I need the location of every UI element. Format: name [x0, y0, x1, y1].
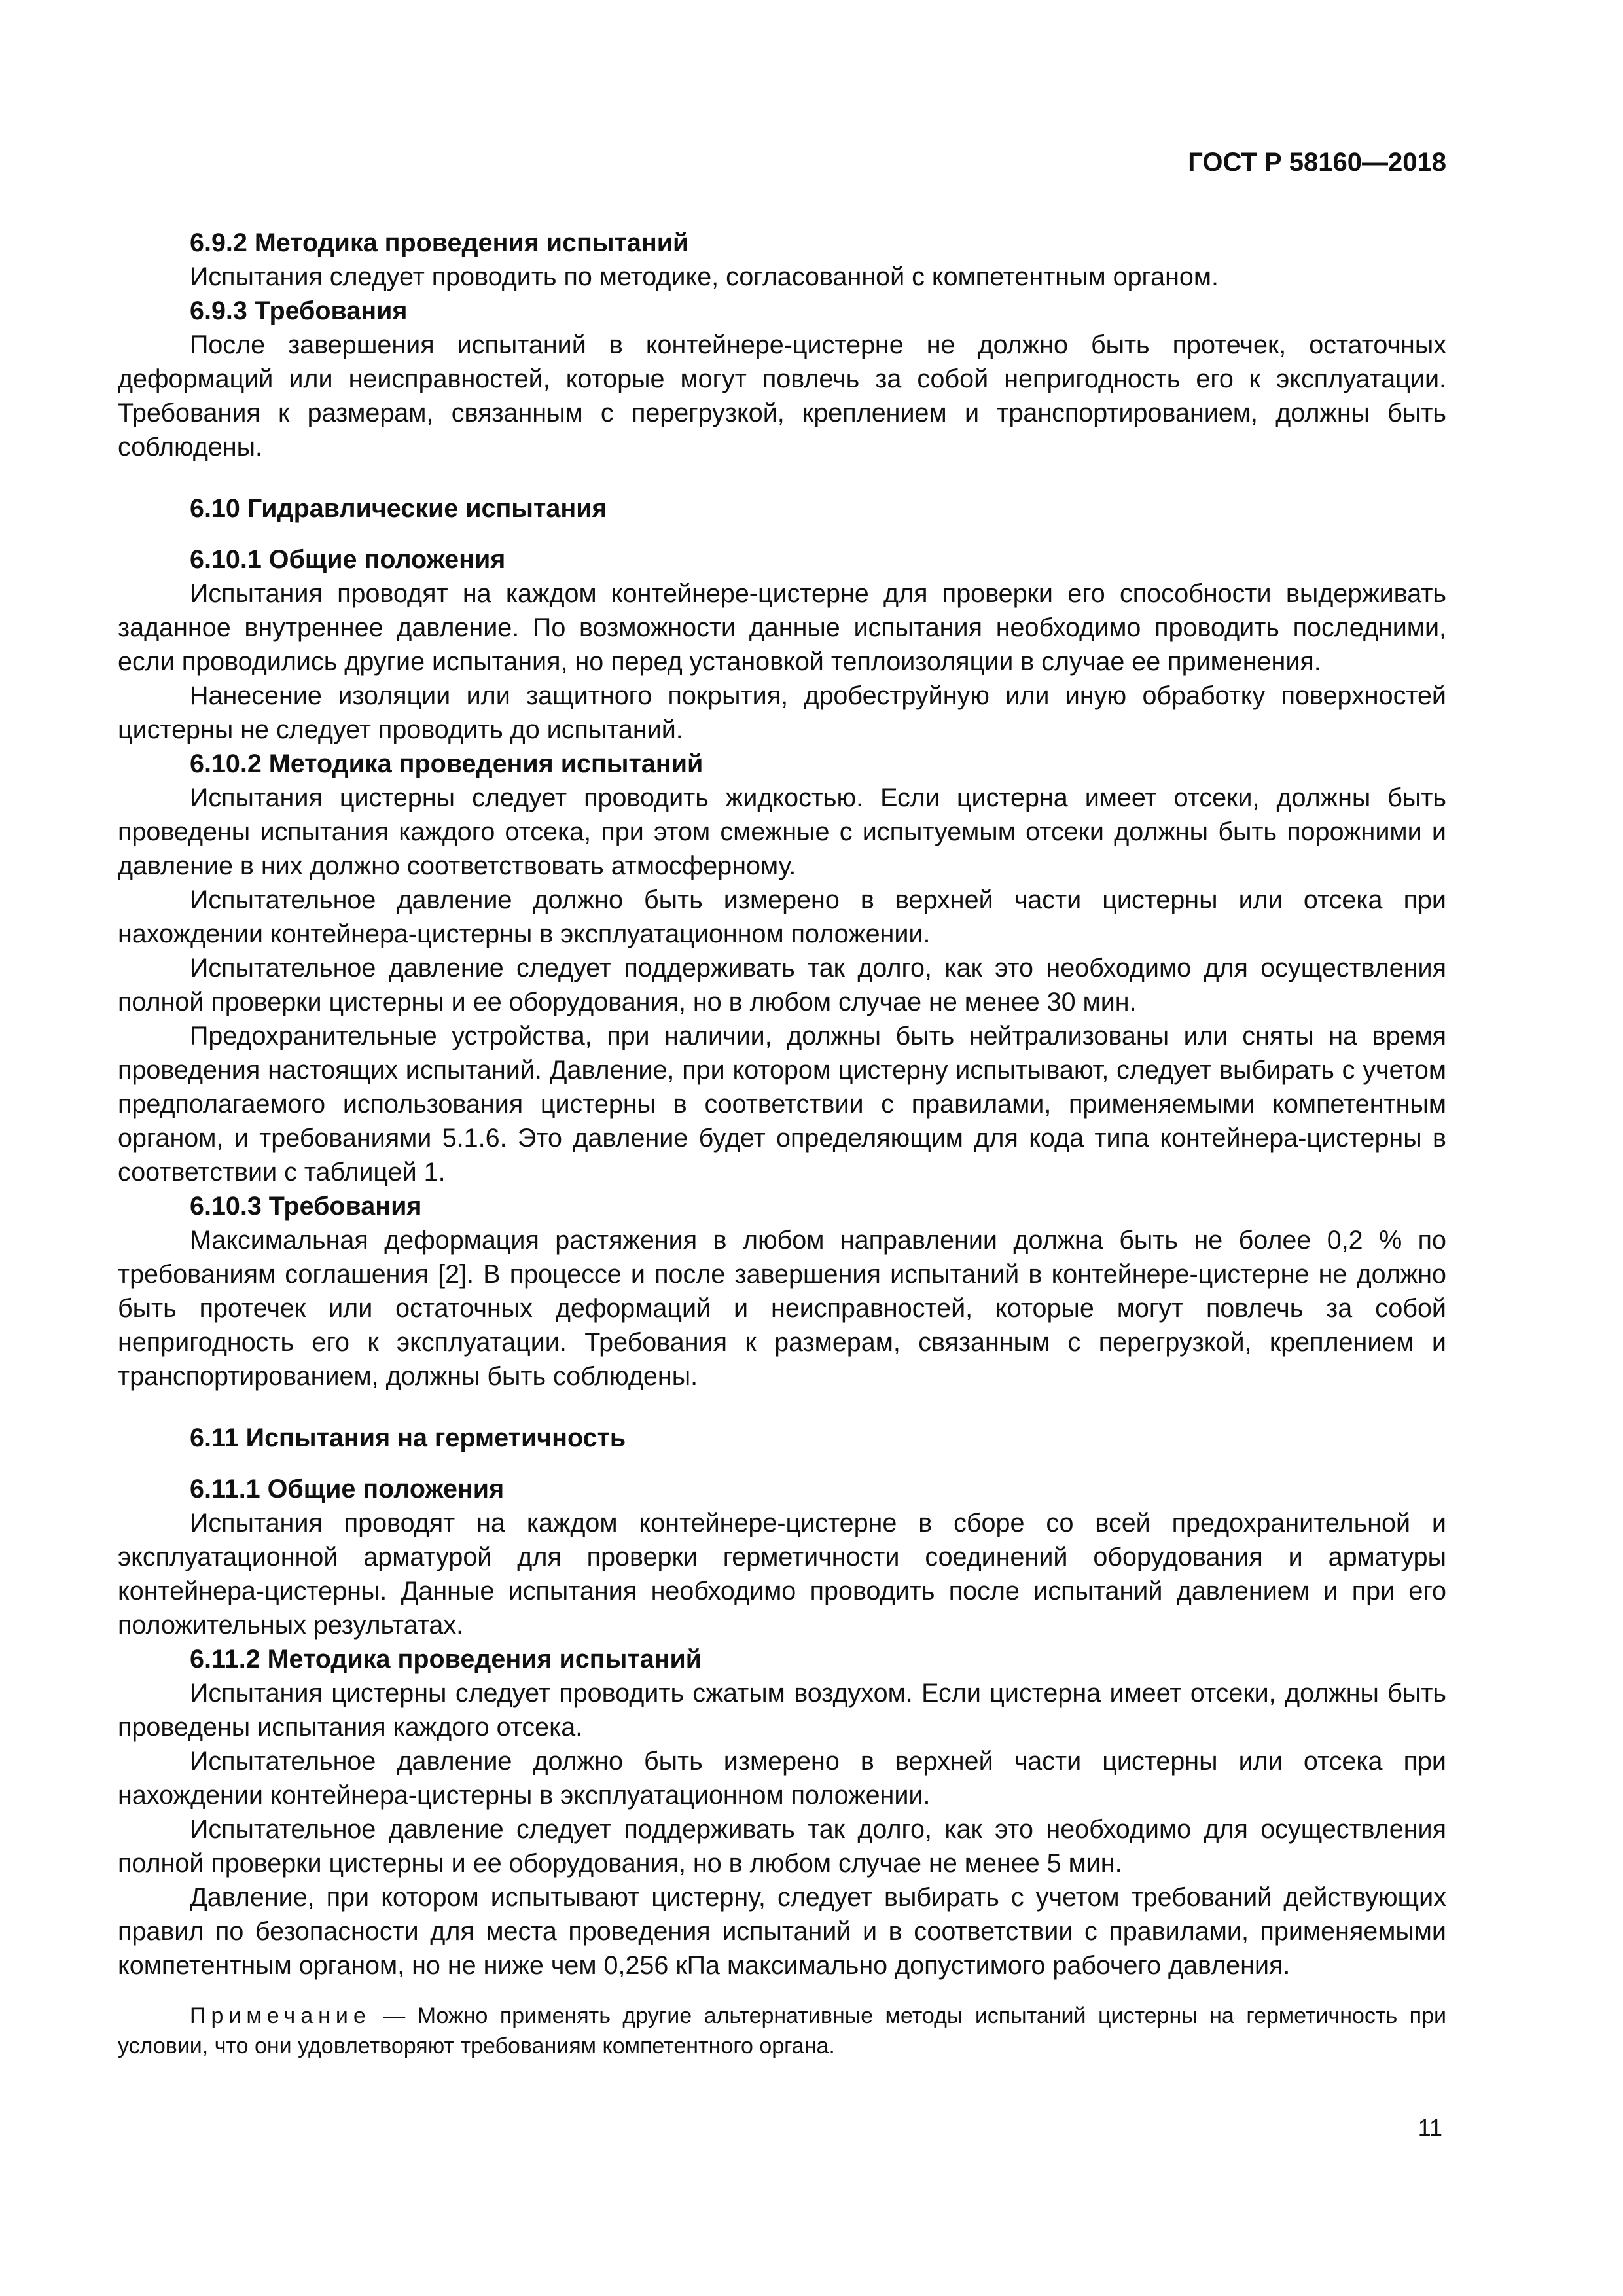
subsection-heading-6-11-2: 6.11.2 Методика проведения испытаний: [190, 1645, 702, 1674]
paragraph: Нанесение изоляции или защитного покрытия, дробеструйную или иную обработку поверхностей цистерны не следует проводить до испытаний.: [118, 681, 1446, 744]
paragraph: Испытания проводят на каждом контейнере-цистерне для проверки его способности выдерживать заданное внутреннее давление. По возможности данные испытания необходимо проводить последними, если проводились другие испытания, но перед установкой теплоизоляции в случае ее применения.: [118, 579, 1446, 676]
subsection-heading-6-9-2: 6.9.2 Методика проведения испытаний: [190, 228, 689, 257]
subsection-heading-6-10-1: 6.10.1 Общие положения: [190, 545, 506, 574]
paragraph: Давление, при котором испытывают цистерну, следует выбирать с учетом требований действующих правил по безопасности для места проведения испытаний и в соответствии с правилами, применяемыми компетентным органом, но не ниже чем 0,256 кПа максимально допустимого рабочего давления.: [118, 1883, 1446, 1980]
paragraph: Испытательное давление следует поддерживать так долго, как это необходимо для осуществления полной проверки цистерны и ее оборудования, но в любом случае не менее 5 мин.: [118, 1815, 1446, 1878]
paragraph: Испытания цистерны следует проводить жидкостью. Если цистерна имеет отсеки, должны быть проведены испытания каждого отсека, при этом смежные с испытуемым отсеки должны быть порожними и давление в них должно соответствовать атмосферному.: [118, 783, 1446, 880]
paragraph: Испытательное давление следует поддерживать так долго, как это необходимо для осуществления полной проверки цистерны и ее оборудования, но в любом случае не менее 30 мин.: [118, 954, 1446, 1016]
paragraph: Испытания цистерны следует проводить сжатым воздухом. Если цистерна имеет отсеки, должны быть проведены испытания каждого отсека.: [118, 1679, 1446, 1742]
subsection-heading-6-11-1: 6.11.1 Общие положения: [190, 1475, 505, 1503]
paragraph: Испытания проводят на каждом контейнере-цистерне в сборе со всей предохранительной и эксплуатационной арматурой для проверки герметичности соединений оборудования и арматуры контейнера-цистерны. Данные испытания необходимо проводить после испытаний давлением и при его положительных результатах.: [118, 1509, 1446, 1640]
note: [118, 2001, 1446, 2061]
section-heading-6-11: 6.11 Испытания на герметичность: [190, 1424, 626, 1452]
note-label: Примечание: [190, 2003, 371, 2028]
page-number: 11: [1418, 2114, 1442, 2141]
subsection-heading-6-10-2: 6.10.2 Методика проведения испытаний: [190, 749, 704, 778]
paragraph: Испытательное давление должно быть измерено в верхней части цистерны или отсека при нахождении контейнера-цистерны в эксплуатационном положении.: [118, 1747, 1446, 1810]
page-content: [118, 226, 1446, 2061]
paragraph: Максимальная деформация растяжения в любом направлении должна быть не более 0,2 % по требованиям соглашения [2]. В процессе и после завершения испытаний в контейнере-цистерне не должно быть протечек или остаточных деформаций и неисправностей, которые могут повлечь за собой непригодность его к эксплуатации. Требования к размерам, связанным с перегрузкой, креплением и транспортированием, должны быть соблюдены.: [118, 1226, 1446, 1391]
note-text: — Можно применять другие альтернативные методы испытаний цистерны на герметичность при условии, что они удовлетворяют требованиям компетентного органа.: [118, 2003, 1446, 2058]
subsection-heading-6-9-3: 6.9.3 Требования: [190, 296, 408, 325]
section-heading-6-10: 6.10 Гидравлические испытания: [190, 494, 607, 523]
paragraph: Предохранительные устройства, при наличии, должны быть нейтрализованы или сняты на время проведения настоящих испытаний. Давление, при котором цистерну испытывают, следует выбирать с учетом предполагаемого использования цистерны в соответствии с правилами, применяемыми компетентным органом, и требованиями 5.1.6. Это давление будет определяющим для кода типа контейнера-цистерны в соответствии с таблицей 1.: [118, 1022, 1446, 1187]
paragraph: Испытания следует проводить по методике, согласованной с компетентным органом.: [190, 262, 1219, 291]
document-header: ГОСТ Р 58160—2018: [1188, 148, 1446, 177]
subsection-heading-6-10-3: 6.10.3 Требования: [190, 1192, 422, 1221]
paragraph: После завершения испытаний в контейнере-цистерне не должно быть протечек, остаточных деформаций или неисправностей, которые могут повлечь за собой непригодность его к эксплуатации. Требования к размерам, связанным с перегрузкой, креплением и транспортированием, должны быть соблюдены.: [118, 331, 1446, 461]
paragraph: Испытательное давление должно быть измерено в верхней части цистерны или отсека при нахождении контейнера-цистерны в эксплуатационном положении.: [118, 886, 1446, 948]
